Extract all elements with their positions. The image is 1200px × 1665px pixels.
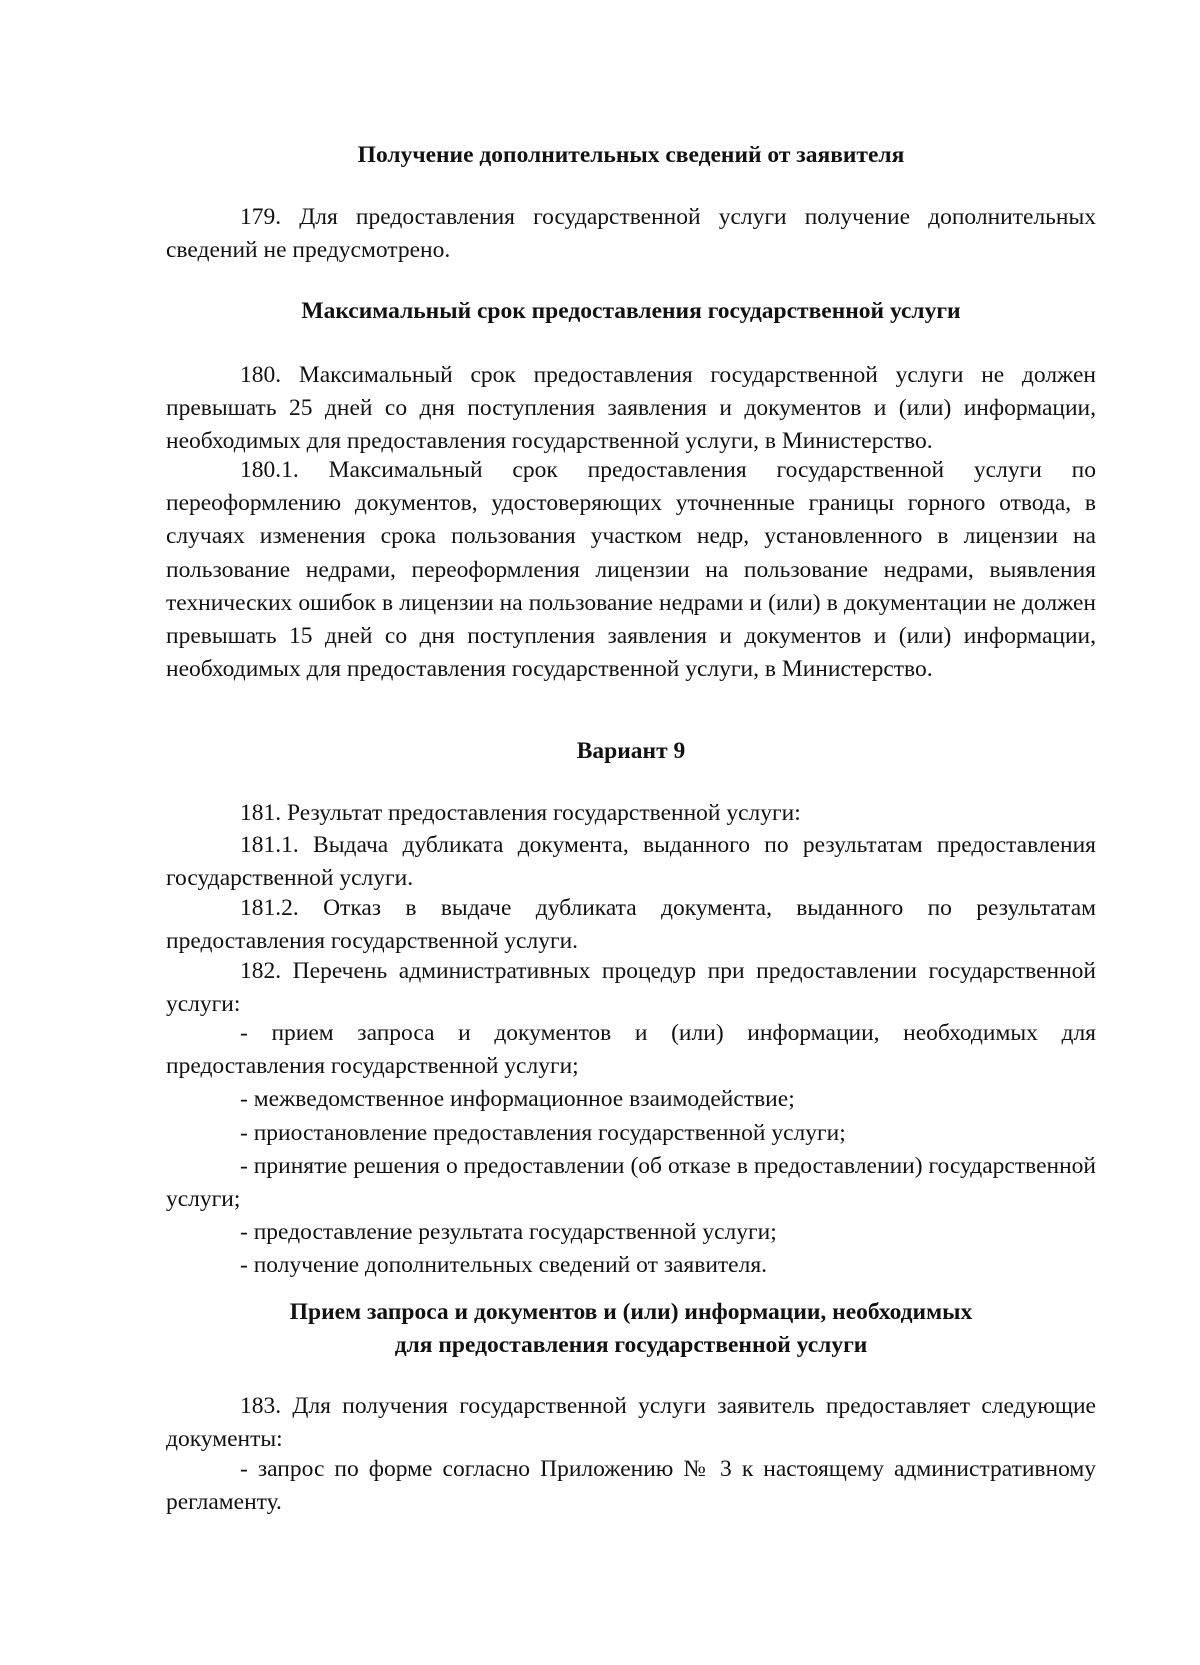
paragraph-181-2 bbox=[166, 892, 1096, 958]
paragraph-179 bbox=[166, 201, 1096, 267]
paragraph-182 bbox=[166, 955, 1096, 1021]
paragraph-182-text: 182. Перечень административных процедур при предоставлении государственной услуги: bbox=[166, 958, 1096, 1018]
paragraph-183 bbox=[166, 1390, 1096, 1456]
paragraph-180-text: 180. Максимальный срок предоставления государственной услуги не должен превышать 25 дней со дня поступления заявления и документов и (или) информации, необходимых для предоставления государственной услуги, в Министерство. bbox=[166, 362, 1096, 455]
list-item: - запрос по форме согласно Приложению № 3 к настоящему административному регламенту. bbox=[166, 1456, 1096, 1516]
list-item: - получение дополнительных сведений от заявителя. bbox=[240, 1252, 768, 1279]
paragraph-179-text: 179. Для предоставления государственной услуги получение дополнительных сведений не предусмотрено. bbox=[166, 204, 1096, 264]
heading-request-reception-line-2: для предоставления государственной услуги bbox=[394, 1332, 868, 1358]
list-item: - прием запроса и документов и (или) информации, необходимых для предоставления государственной услуги; bbox=[166, 1020, 1096, 1080]
paragraph-181-2-text: 181.2. Отказ в выдаче дубликата документа, выданного по результатам предоставления государственной услуги. bbox=[166, 895, 1096, 955]
heading-request-reception-line-1: Прием запроса и документов и (или) информации, необходимых bbox=[289, 1299, 973, 1325]
heading-variant-9: Вариант 9 bbox=[576, 738, 686, 764]
section-heading-max-term bbox=[166, 295, 1096, 328]
heading-max-term: Максимальный срок предоставления государственной услуги bbox=[301, 298, 961, 324]
list-item: - принятие решения о предоставлении (об отказе в предоставлении) государственной услуги; bbox=[166, 1152, 1096, 1213]
section-heading-additional-info bbox=[166, 139, 1096, 172]
list-item: - предоставление результата государственной услуги; bbox=[240, 1219, 777, 1246]
section-heading-request-reception bbox=[166, 1296, 1096, 1362]
list-182 bbox=[166, 1017, 1096, 1283]
paragraph-181-1 bbox=[166, 829, 1096, 895]
paragraph-181 bbox=[166, 797, 1096, 830]
list-item: - межведомственное информационное взаимодействие; bbox=[240, 1086, 795, 1113]
paragraph-183-text: 183. Для получения государственной услуги заявитель предоставляет следующие документы: bbox=[166, 1393, 1096, 1453]
list-item: - приостановление предоставления государственной услуги; bbox=[240, 1119, 846, 1146]
heading-additional-info: Получение дополнительных сведений от заявителя bbox=[357, 142, 905, 168]
paragraph-181-text: 181. Результат предоставления государственной услуги: bbox=[240, 800, 801, 826]
document-page bbox=[166, 0, 1096, 1665]
paragraph-181-1-text: 181.1. Выдача дубликата документа, выданного по результатам предоставления государственной услуги. bbox=[166, 832, 1096, 892]
paragraph-180-1-text: 180.1. Максимальный срок предоставления государственной услуги по переоформлению документов, удостоверяющих уточненные границы горного отвода, в случаях изменения срока пользования участком недр, установленного в лицензии на пользование недрами, переоформления лицензии на пользование недрами, выявления технических ошибок в лицензии на пользование недрами и (или) в документации не должен превышать 15 дней со дня поступления заявления и документов и (или) информации, необходимых для предоставления государственной услуги, в Министерство. bbox=[166, 457, 1096, 683]
paragraph-180 bbox=[166, 359, 1096, 459]
list-183 bbox=[166, 1453, 1096, 1519]
paragraph-180-1 bbox=[166, 454, 1096, 686]
section-heading-variant-9 bbox=[166, 735, 1096, 768]
